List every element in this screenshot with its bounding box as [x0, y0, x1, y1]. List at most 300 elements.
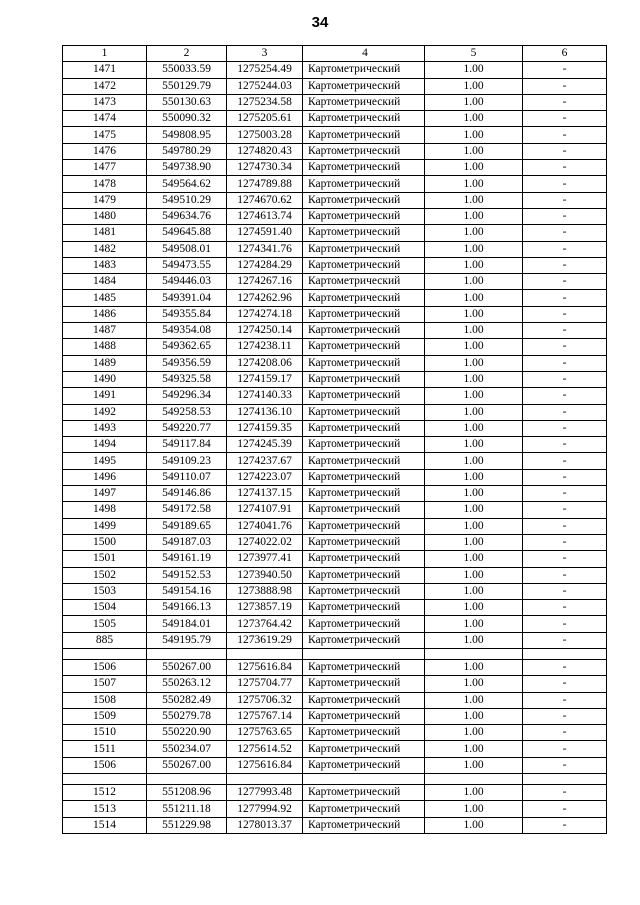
note-cell: -	[523, 817, 607, 833]
point-number-cell: 1480	[63, 208, 147, 224]
accuracy-cell: 1.00	[425, 62, 523, 78]
accuracy-cell: 1.00	[425, 469, 523, 485]
table-row	[63, 600, 607, 616]
method-cell: Картометрический	[303, 817, 425, 833]
accuracy-cell: 1.00	[425, 534, 523, 550]
x-coordinate-cell: 550129.79	[147, 78, 227, 94]
accuracy-cell: 1.00	[425, 192, 523, 208]
accuracy-cell: 1.00	[425, 616, 523, 632]
accuracy-cell: 1.00	[425, 111, 523, 127]
method-cell: Картометрический	[303, 290, 425, 306]
x-coordinate-cell: 550267.00	[147, 659, 227, 675]
x-coordinate-cell: 549195.79	[147, 632, 227, 648]
note-cell: -	[523, 600, 607, 616]
note-cell	[523, 774, 607, 785]
note-cell: -	[523, 371, 607, 387]
y-coordinate-cell: 1274022.02	[227, 534, 303, 550]
table-row	[63, 741, 607, 757]
y-coordinate-cell: 1274245.39	[227, 437, 303, 453]
note-cell: -	[523, 355, 607, 371]
note-cell: -	[523, 420, 607, 436]
table-row	[63, 785, 607, 801]
point-number-cell: 1493	[63, 420, 147, 436]
table-row	[63, 127, 607, 143]
note-cell: -	[523, 534, 607, 550]
y-coordinate-cell: 1275704.77	[227, 676, 303, 692]
x-coordinate-cell: 549780.29	[147, 143, 227, 159]
method-cell: Картометрический	[303, 659, 425, 675]
method-cell: Картометрический	[303, 62, 425, 78]
x-coordinate-cell: 550130.63	[147, 94, 227, 110]
note-cell: -	[523, 339, 607, 355]
y-coordinate-cell: 1275003.28	[227, 127, 303, 143]
point-number-cell: 1484	[63, 274, 147, 290]
table-row	[63, 757, 607, 773]
method-cell: Картометрический	[303, 78, 425, 94]
table-row	[63, 708, 607, 724]
method-cell: Картометрический	[303, 192, 425, 208]
y-coordinate-cell: 1278013.37	[227, 817, 303, 833]
note-cell: -	[523, 127, 607, 143]
method-cell: Картометрический	[303, 257, 425, 273]
note-cell: -	[523, 659, 607, 675]
accuracy-cell: 1.00	[425, 676, 523, 692]
method-cell: Картометрический	[303, 111, 425, 127]
point-number-cell: 1475	[63, 127, 147, 143]
x-coordinate-cell: 549356.59	[147, 355, 227, 371]
table-row	[63, 176, 607, 192]
accuracy-cell: 1.00	[425, 801, 523, 817]
note-cell: -	[523, 725, 607, 741]
point-number-cell: 1474	[63, 111, 147, 127]
table-row	[63, 551, 607, 567]
point-number-cell: 1505	[63, 616, 147, 632]
method-cell: Картометрический	[303, 567, 425, 583]
point-number-cell: 1507	[63, 676, 147, 692]
table-row	[63, 567, 607, 583]
method-cell: Картометрический	[303, 453, 425, 469]
x-coordinate-cell: 550263.12	[147, 676, 227, 692]
table-row	[63, 534, 607, 550]
method-cell: Картометрический	[303, 420, 425, 436]
method-cell: Картометрический	[303, 600, 425, 616]
accuracy-cell: 1.00	[425, 708, 523, 724]
point-number-cell: 1506	[63, 659, 147, 675]
note-cell: -	[523, 225, 607, 241]
y-coordinate-cell: 1274140.33	[227, 388, 303, 404]
x-coordinate-cell: 549166.13	[147, 600, 227, 616]
accuracy-cell	[425, 648, 523, 659]
point-number-cell: 1494	[63, 437, 147, 453]
table-row	[63, 241, 607, 257]
point-number-cell: 1501	[63, 551, 147, 567]
accuracy-cell: 1.00	[425, 306, 523, 322]
table-row	[63, 420, 607, 436]
point-number-cell: 1478	[63, 176, 147, 192]
y-coordinate-cell: 1273888.98	[227, 583, 303, 599]
method-cell: Картометрический	[303, 127, 425, 143]
y-coordinate-cell: 1273977.41	[227, 551, 303, 567]
point-number-cell: 1499	[63, 518, 147, 534]
method-cell: Картометрический	[303, 208, 425, 224]
point-number-cell: 885	[63, 632, 147, 648]
table-row	[63, 339, 607, 355]
method-cell: Картометрический	[303, 241, 425, 257]
accuracy-cell: 1.00	[425, 567, 523, 583]
table-row	[63, 371, 607, 387]
accuracy-cell: 1.00	[425, 208, 523, 224]
note-cell: -	[523, 306, 607, 322]
table-row	[63, 290, 607, 306]
method-cell: Картометрический	[303, 404, 425, 420]
header-cell: 6	[523, 46, 607, 62]
point-number-cell: 1500	[63, 534, 147, 550]
point-number-cell: 1487	[63, 323, 147, 339]
note-cell: -	[523, 404, 607, 420]
method-cell: Картометрический	[303, 785, 425, 801]
x-coordinate-cell: 549172.58	[147, 502, 227, 518]
method-cell	[303, 774, 425, 785]
table-row	[63, 648, 607, 659]
note-cell: -	[523, 632, 607, 648]
note-cell: -	[523, 143, 607, 159]
table-row	[63, 94, 607, 110]
point-number-cell: 1504	[63, 600, 147, 616]
note-cell: -	[523, 502, 607, 518]
method-cell: Картометрический	[303, 355, 425, 371]
accuracy-cell: 1.00	[425, 143, 523, 159]
table-row	[63, 225, 607, 241]
accuracy-cell: 1.00	[425, 486, 523, 502]
accuracy-cell: 1.00	[425, 502, 523, 518]
x-coordinate-cell: 550234.07	[147, 741, 227, 757]
accuracy-cell: 1.00	[425, 78, 523, 94]
accuracy-cell: 1.00	[425, 725, 523, 741]
accuracy-cell: 1.00	[425, 371, 523, 387]
table-row	[63, 111, 607, 127]
point-number-cell: 1472	[63, 78, 147, 94]
x-coordinate-cell: 551208.96	[147, 785, 227, 801]
y-coordinate-cell: 1275616.84	[227, 757, 303, 773]
page-number: 34	[311, 14, 329, 31]
point-number-cell: 1509	[63, 708, 147, 724]
x-coordinate-cell: 549189.65	[147, 518, 227, 534]
accuracy-cell: 1.00	[425, 323, 523, 339]
accuracy-cell: 1.00	[425, 659, 523, 675]
note-cell: -	[523, 111, 607, 127]
accuracy-cell	[425, 774, 523, 785]
method-cell: Картометрический	[303, 339, 425, 355]
note-cell: -	[523, 62, 607, 78]
point-number-cell: 1513	[63, 801, 147, 817]
point-number-cell: 1488	[63, 339, 147, 355]
table-row	[63, 725, 607, 741]
note-cell: -	[523, 708, 607, 724]
accuracy-cell: 1.00	[425, 94, 523, 110]
method-cell	[303, 648, 425, 659]
x-coordinate-cell: 549220.77	[147, 420, 227, 436]
note-cell	[523, 648, 607, 659]
y-coordinate-cell: 1274159.35	[227, 420, 303, 436]
x-coordinate-cell: 551229.98	[147, 817, 227, 833]
x-coordinate-cell: 549146.86	[147, 486, 227, 502]
y-coordinate-cell: 1277994.92	[227, 801, 303, 817]
x-coordinate-cell: 549510.29	[147, 192, 227, 208]
note-cell: -	[523, 757, 607, 773]
x-coordinate-cell: 549508.01	[147, 241, 227, 257]
table-row	[63, 801, 607, 817]
y-coordinate-cell: 1275706.32	[227, 692, 303, 708]
table-row	[63, 659, 607, 675]
method-cell: Картометрический	[303, 534, 425, 550]
method-cell: Картометрический	[303, 692, 425, 708]
y-coordinate-cell: 1275244.03	[227, 78, 303, 94]
table-row	[63, 388, 607, 404]
x-coordinate-cell	[147, 774, 227, 785]
y-coordinate-cell: 1274730.34	[227, 160, 303, 176]
point-number-cell: 1473	[63, 94, 147, 110]
point-number-cell: 1506	[63, 757, 147, 773]
note-cell: -	[523, 567, 607, 583]
point-number-cell: 1496	[63, 469, 147, 485]
method-cell: Картометрический	[303, 708, 425, 724]
y-coordinate-cell: 1277993.48	[227, 785, 303, 801]
x-coordinate-cell: 549564.62	[147, 176, 227, 192]
table-row	[63, 306, 607, 322]
method-cell: Картометрический	[303, 725, 425, 741]
point-number-cell: 1495	[63, 453, 147, 469]
table-row	[63, 274, 607, 290]
x-coordinate-cell: 549187.03	[147, 534, 227, 550]
method-cell: Картометрический	[303, 437, 425, 453]
note-cell: -	[523, 741, 607, 757]
point-number-cell: 1471	[63, 62, 147, 78]
method-cell: Картометрический	[303, 306, 425, 322]
accuracy-cell: 1.00	[425, 404, 523, 420]
method-cell: Картометрический	[303, 469, 425, 485]
y-coordinate-cell: 1273857.19	[227, 600, 303, 616]
table-row	[63, 404, 607, 420]
table-row	[63, 817, 607, 833]
method-cell: Картометрический	[303, 502, 425, 518]
accuracy-cell: 1.00	[425, 257, 523, 273]
accuracy-cell: 1.00	[425, 453, 523, 469]
note-cell: -	[523, 323, 607, 339]
table-row	[63, 774, 607, 785]
y-coordinate-cell: 1275234.58	[227, 94, 303, 110]
method-cell: Картометрический	[303, 274, 425, 290]
point-number-cell: 1498	[63, 502, 147, 518]
method-cell: Картометрический	[303, 225, 425, 241]
x-coordinate-cell: 549109.23	[147, 453, 227, 469]
point-number-cell: 1486	[63, 306, 147, 322]
point-number-cell: 1503	[63, 583, 147, 599]
note-cell: -	[523, 453, 607, 469]
point-number-cell: 1508	[63, 692, 147, 708]
y-coordinate-cell: 1275767.14	[227, 708, 303, 724]
x-coordinate-cell: 550090.32	[147, 111, 227, 127]
note-cell: -	[523, 616, 607, 632]
accuracy-cell: 1.00	[425, 420, 523, 436]
point-number-cell: 1491	[63, 388, 147, 404]
point-number-cell: 1510	[63, 725, 147, 741]
note-cell: -	[523, 241, 607, 257]
x-coordinate-cell: 550033.59	[147, 62, 227, 78]
point-number-cell: 1482	[63, 241, 147, 257]
method-cell: Картометрический	[303, 632, 425, 648]
table-row	[63, 192, 607, 208]
table-row	[63, 323, 607, 339]
note-cell: -	[523, 486, 607, 502]
table-row	[63, 502, 607, 518]
y-coordinate-cell	[227, 774, 303, 785]
x-coordinate-cell: 549117.84	[147, 437, 227, 453]
header-cell: 3	[227, 46, 303, 62]
note-cell: -	[523, 801, 607, 817]
y-coordinate-cell: 1274267.16	[227, 274, 303, 290]
note-cell: -	[523, 437, 607, 453]
x-coordinate-cell: 549110.07	[147, 469, 227, 485]
x-coordinate-cell: 549355.84	[147, 306, 227, 322]
table-row	[63, 518, 607, 534]
y-coordinate-cell: 1273764.42	[227, 616, 303, 632]
x-coordinate-cell: 549154.16	[147, 583, 227, 599]
accuracy-cell: 1.00	[425, 160, 523, 176]
table-row	[63, 257, 607, 273]
y-coordinate-cell: 1275616.84	[227, 659, 303, 675]
point-number-cell: 1514	[63, 817, 147, 833]
note-cell: -	[523, 692, 607, 708]
note-cell: -	[523, 94, 607, 110]
table-row	[63, 453, 607, 469]
y-coordinate-cell: 1274274.18	[227, 306, 303, 322]
method-cell: Картометрический	[303, 323, 425, 339]
point-number-cell: 1492	[63, 404, 147, 420]
method-cell: Картометрический	[303, 371, 425, 387]
accuracy-cell: 1.00	[425, 127, 523, 143]
x-coordinate-cell: 549391.04	[147, 290, 227, 306]
point-number-cell: 1485	[63, 290, 147, 306]
y-coordinate-cell: 1274250.14	[227, 323, 303, 339]
table-row	[63, 632, 607, 648]
note-cell: -	[523, 176, 607, 192]
y-coordinate-cell: 1274159.17	[227, 371, 303, 387]
accuracy-cell: 1.00	[425, 176, 523, 192]
point-number-cell: 1511	[63, 741, 147, 757]
method-cell: Картометрический	[303, 583, 425, 599]
x-coordinate-cell: 550282.49	[147, 692, 227, 708]
method-cell: Картометрический	[303, 486, 425, 502]
x-coordinate-cell: 549473.55	[147, 257, 227, 273]
point-number-cell: 1479	[63, 192, 147, 208]
point-number-cell	[63, 648, 147, 659]
accuracy-cell: 1.00	[425, 551, 523, 567]
table-row	[63, 676, 607, 692]
point-number-cell: 1490	[63, 371, 147, 387]
accuracy-cell: 1.00	[425, 518, 523, 534]
note-cell: -	[523, 78, 607, 94]
method-cell: Картометрический	[303, 388, 425, 404]
x-coordinate-cell: 549446.03	[147, 274, 227, 290]
y-coordinate-cell: 1275763.65	[227, 725, 303, 741]
method-cell: Картометрический	[303, 757, 425, 773]
method-cell: Картометрический	[303, 176, 425, 192]
y-coordinate-cell: 1274284.29	[227, 257, 303, 273]
method-cell: Картометрический	[303, 94, 425, 110]
note-cell: -	[523, 469, 607, 485]
header-cell: 1	[63, 46, 147, 62]
table-row	[63, 208, 607, 224]
method-cell: Картометрический	[303, 676, 425, 692]
y-coordinate-cell: 1274341.76	[227, 241, 303, 257]
note-cell: -	[523, 160, 607, 176]
accuracy-cell: 1.00	[425, 274, 523, 290]
coordinates-table	[62, 45, 607, 834]
accuracy-cell: 1.00	[425, 600, 523, 616]
y-coordinate-cell: 1275614.52	[227, 741, 303, 757]
y-coordinate-cell: 1274223.07	[227, 469, 303, 485]
note-cell: -	[523, 388, 607, 404]
note-cell: -	[523, 583, 607, 599]
point-number-cell: 1476	[63, 143, 147, 159]
accuracy-cell: 1.00	[425, 290, 523, 306]
table-row	[63, 616, 607, 632]
table-row	[63, 78, 607, 94]
header-cell: 4	[303, 46, 425, 62]
y-coordinate-cell: 1274238.11	[227, 339, 303, 355]
y-coordinate-cell: 1274137.15	[227, 486, 303, 502]
y-coordinate-cell: 1274208.06	[227, 355, 303, 371]
accuracy-cell: 1.00	[425, 741, 523, 757]
accuracy-cell: 1.00	[425, 583, 523, 599]
table-row	[63, 437, 607, 453]
accuracy-cell: 1.00	[425, 437, 523, 453]
y-coordinate-cell	[227, 648, 303, 659]
x-coordinate-cell: 549634.76	[147, 208, 227, 224]
y-coordinate-cell: 1274789.88	[227, 176, 303, 192]
point-number-cell: 1502	[63, 567, 147, 583]
accuracy-cell: 1.00	[425, 225, 523, 241]
table-row	[63, 355, 607, 371]
accuracy-cell: 1.00	[425, 692, 523, 708]
table-row	[63, 469, 607, 485]
accuracy-cell: 1.00	[425, 241, 523, 257]
note-cell: -	[523, 290, 607, 306]
y-coordinate-cell: 1275254.49	[227, 62, 303, 78]
note-cell: -	[523, 274, 607, 290]
y-coordinate-cell: 1274613.74	[227, 208, 303, 224]
accuracy-cell: 1.00	[425, 339, 523, 355]
method-cell: Картометрический	[303, 518, 425, 534]
x-coordinate-cell: 549362.65	[147, 339, 227, 355]
method-cell: Картометрический	[303, 616, 425, 632]
y-coordinate-cell: 1275205.61	[227, 111, 303, 127]
table-row	[63, 583, 607, 599]
table-row	[63, 143, 607, 159]
accuracy-cell: 1.00	[425, 757, 523, 773]
x-coordinate-cell: 550267.00	[147, 757, 227, 773]
y-coordinate-cell: 1274041.76	[227, 518, 303, 534]
x-coordinate-cell: 549645.88	[147, 225, 227, 241]
accuracy-cell: 1.00	[425, 817, 523, 833]
x-coordinate-cell: 549354.08	[147, 323, 227, 339]
x-coordinate-cell: 549184.01	[147, 616, 227, 632]
y-coordinate-cell: 1274136.10	[227, 404, 303, 420]
note-cell: -	[523, 785, 607, 801]
table-row	[63, 692, 607, 708]
table-header-row	[63, 46, 607, 62]
x-coordinate-cell: 550220.90	[147, 725, 227, 741]
